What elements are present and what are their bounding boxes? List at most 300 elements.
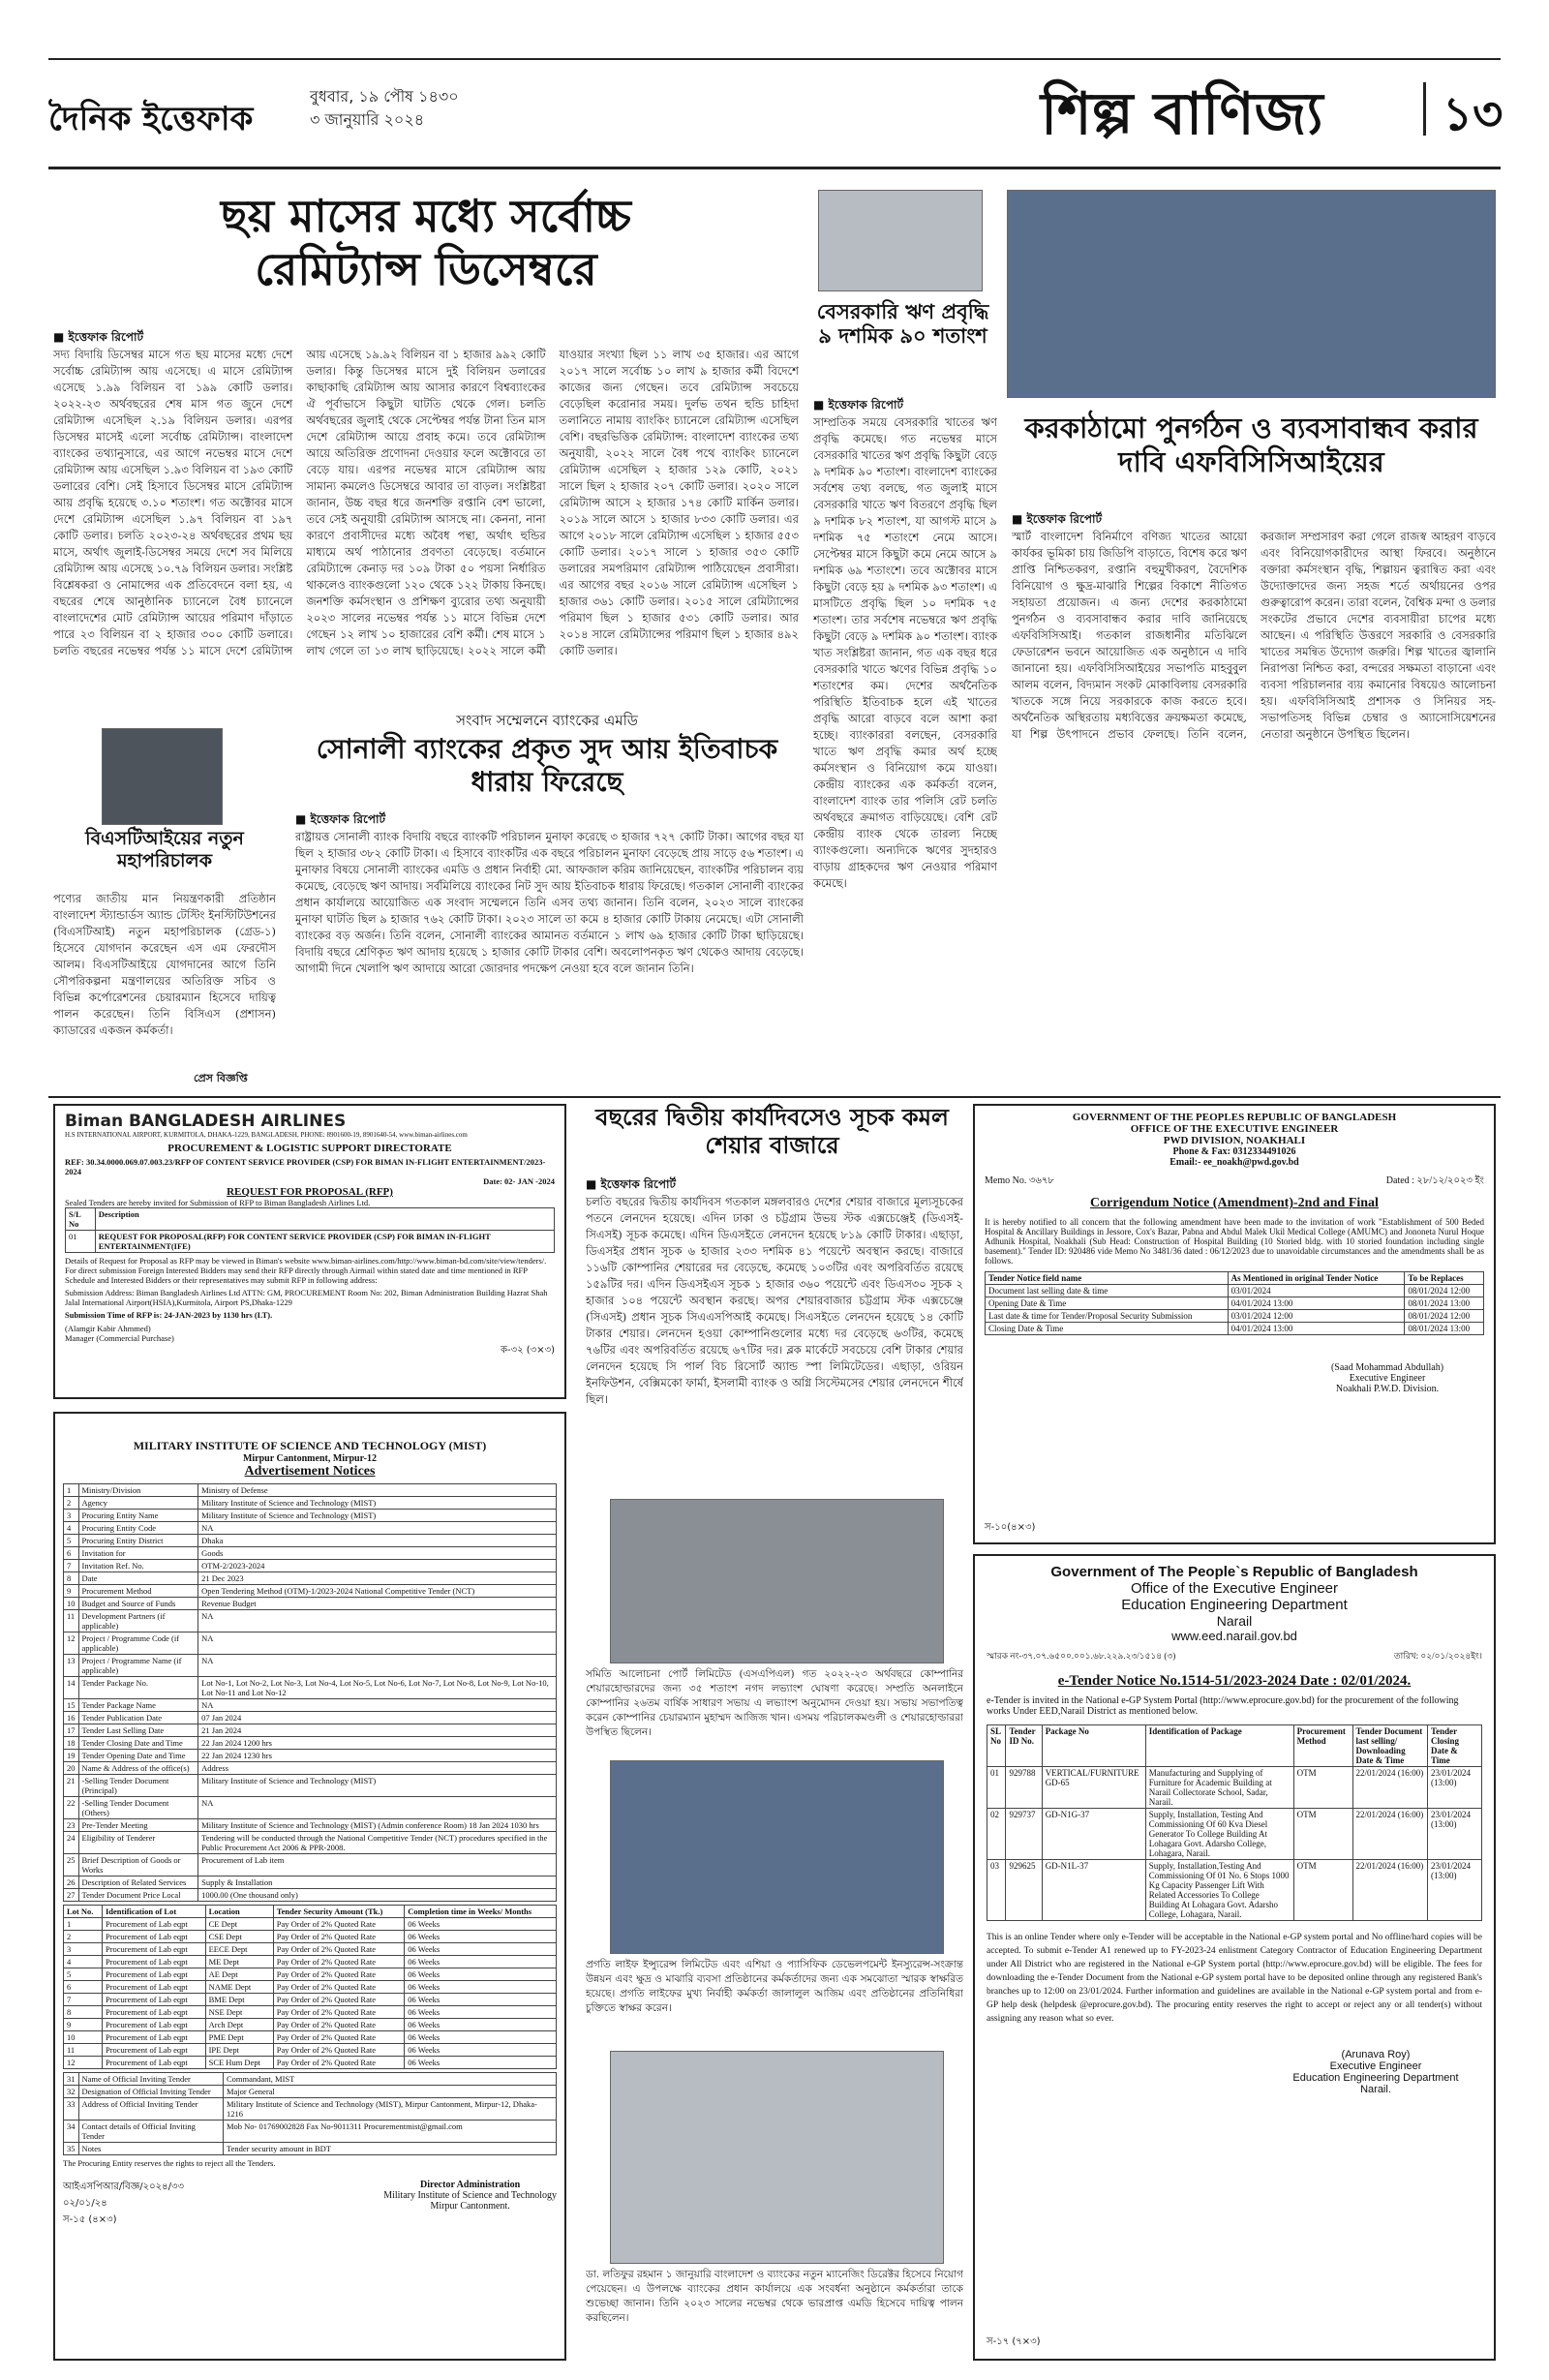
table-cell: 18 [64,1737,79,1750]
table-cell: Procurement of Lab eqpt [102,1968,205,1981]
table-cell: 06 Weeks [405,2006,557,2019]
pwd-division: PWD DIVISION, NOAKHALI [1163,1135,1306,1146]
table-cell: Pay Order of 2% Quoted Rate [273,2044,405,2057]
table-cell: VERTICAL/FURNITURE GD-65 [1042,1767,1145,1809]
biman-tender-ad [53,1104,566,1399]
table-cell: Procurement of Lab eqpt [102,1994,205,2006]
mist-lot-row [64,2019,557,2031]
table-cell: Supply & Installation [198,1877,557,1889]
table-cell: 21 Jan 2024 [198,1724,557,1737]
mist-lot-row [64,1931,557,1943]
table-cell: 33 [64,2098,79,2121]
table-cell: 06 Weeks [405,2044,557,2057]
sonali-body: রাষ্ট্রায়ত্ত সোনালী ব্যাংক বিদায়ি বছরে ব্যাংকটি পরিচালন মুনাফা করেছে ৩ হাজার ৭২৭ কোটি টাকা। আগের বছর যা ছিল ২ হাজার ৩৮২ কোটি টাকা। এ হিসাবে ব্যাংকটির এক বছরে পরিচালন মুনাফা বেড়েছে প্রায় সাড়ে ৫৬ শতাংশ। এ মুনাফার বিষয়ে সোনালী ব্যাংকের এমডি ও প্রধান নির্বাহী মো. আফজাল করিম জানিয়েছেন, ব্যাংকটির পরিচালন ব্যয় কমেছে, বেড়েছে ঋণ আদায়। সর্বমিলিয়ে ব্যাংকের নিট সুদ আয় ইতিবাচক ধারায় ফিরেছে। গতকাল সোনালী ব্যাংকের প্রধান কার্যালয়ে আয়োজিত এক সংবাদ সম্মেলনে তিনি এসব তথ্য জানান। তিনি বলেন, ২০২৩ সালে ব্যাংকের মুনাফা ঘাটতি ছিল ৯ হাজার ৭৬২ কোটি টাকা। ২০২৩ সালে তা কমে ৪ হাজার কোটি টাকায় নেমেছে। এটা সোনালী ব্যাংকের বড় অর্জন। তিনি বলেন, সোনালী ব্যাংকের আমানত বর্তমানে ১ লাখ ৬৯ হাজার কোটি টাকা ছাড়িয়েছে। বিদায়ি বছরে শ্রেণিকৃত ঋণ আদায় হয়েছে ১ হাজার কোটি টাকার বেশি। অবলোপনকৃত ঋণ থেকেও আদায় বেড়েছে। আগামী দিনে খেলাপি ঋণ আদায়ে আরো জোরদার পদক্ষেপ নেওয়া হবে বলে জানান তিনি। [295,830,804,975]
table-cell: NSE Dept [205,2006,273,2019]
bsti-headline: বিএসটিআইয়ের নতুন মহাপরিচালক [85,828,244,871]
table-cell: Pre-Tender Meeting [78,1819,198,1832]
table-cell: Military Institute of Science and Technology (MIST), Mirpur Cantonment, Mirpur-12, Dhaka-1216 [223,2098,556,2121]
pwd-signature [1291,1362,1484,1394]
table-cell: 07 Jan 2024 [198,1712,557,1724]
table-cell: 20 [64,1762,79,1775]
table-cell: 929737 [1006,1809,1042,1860]
table-cell: CSE Dept [205,1931,273,1943]
table-cell: 06 Weeks [405,1918,557,1931]
table-header-cell: Package No [1042,1725,1145,1767]
table-cell: GD-N1G-37 [1042,1809,1145,1860]
table-cell: GD-N1L-37 [1042,1860,1145,1921]
mist-tail-table [63,2072,557,2155]
table-cell: Procurement of Lab eqpt [102,2044,205,2057]
bank-loan-headline: বেসরকারি ঋণ প্রবৃদ্ধি ৯ দশমিক ৯০ শতাংশ [816,300,989,349]
table-cell: 21 Dec 2023 [198,1572,557,1585]
mist-signer: Director Administration [419,2180,521,2190]
table-cell: 06 Weeks [405,1994,557,2006]
table-cell: 1000.00 (One thousand only) [198,1889,557,1902]
table-cell: 08/01/2024 12:00 [1405,1310,1484,1323]
table-cell: 22/01/2024 (16:00) [1352,1860,1427,1921]
table-cell: 26 [64,1877,79,1889]
table-cell: 17 [64,1724,79,1737]
mist-lot-row [64,1943,557,1956]
table-cell: Procurement of Lab eqpt [102,2006,205,2019]
table-cell: 03 [987,1860,1006,1921]
table-cell: NA [198,1797,557,1819]
biman-signer: (Alamgir Kabir Ahmmed) [65,1324,151,1333]
table-cell: 12 [64,1632,79,1655]
mist-lot-row [64,2057,557,2069]
top-rule [48,58,1501,60]
table-cell: 11 [64,2044,103,2057]
table-cell: 9 [64,1585,79,1598]
table-cell: Agency [78,1497,198,1510]
table-cell: 19 [64,1750,79,1762]
mist-lot-row [64,1918,557,1931]
table-cell: Open Tendering Method (OTM)-1/2023-2024 National Competitive Tender (NCT) [198,1585,557,1598]
fbcci-byline: ■ ইত্তেফাক রিপোর্ট [1012,512,1103,526]
table-cell: Mob No- 01769002828 Fax No-9011311 Procurementmist@gmail.com [223,2121,556,2143]
table-cell: OTM [1293,1767,1352,1809]
table-cell: Procurement of Lab eqpt [102,1918,205,1931]
table-header-cell: Identification of Package [1145,1725,1293,1767]
pwd-gov: GOVERNMENT OF THE PEOPLES REPUBLIC OF BANGLADESH [1072,1112,1397,1123]
table-cell: 24 [64,1832,79,1854]
eed-signer-place: Narail. [1360,2084,1391,2095]
fbcci-body: স্মার্ট বাংলাদেশ বিনির্মাণে বণিজ্য খাতের আয়ো কার্যকর ভূমিকা চায় জিডিপি বাড়াতে, বিশেষ করে ঋণ প্রাপ্তি নিশ্চিতকরণ, রপ্তানি বহুমুখীকরণ, বৈদেশিক বিনিয়োগ ও ক্ষুদ্র-মাঝারি শিল্পের বিকাশে নীতিগত সহায়তা প্রয়োজন। এ জন্য দেশের করকাঠামো পুনর্গঠন ও ব্যবসাবান্ধব করার দাবি জানিয়েছে এফবিসিসিআই। গতকাল রাজধানীর মতিঝিলে ফেডারেশন ভবনে আয়োজিত এক অনুষ্ঠানে এ দাবি জানানো হয়। এফবিসিসিআইয়ের সভাপতি মাহবুবুল আলম বলেন, বিদ্যমান সংকট মোকাবিলায় বেসরকারি খাতকে সঙ্গে নিয়ে সরকারকে কাজ করতে হবে। অর্থনৈতিক অস্থিরতায় মধ্যবিত্তের ক্রয়ক্ষমতা কমেছে, যা শিল্প উৎপাদনে প্রভাব ফেলছে। তিনি বলেন, করজাল সম্প্রসারণ করা গেলে রাজস্ব আহরণ বাড়বে এবং বিনিয়োগকারীদের আস্থা ফিরবে। অনুষ্ঠানে বক্তারা কর্মসংস্থান বৃদ্ধি, শিল্পায়ন ত্বরান্বিত করা এবং উদ্যোক্তাদের জন্য সহজ শর্তে অর্থায়নের ওপর গুরুত্বারোপ করেন। তারা বলেন, বৈশ্বিক মন্দা ও ডলার সংকটের প্রভাবে দেশের ব্যবসায়ীরা চাপের মধ্যে আছেন। এ পরিস্থিতি উত্তরণে সরকারি ও বেসরকারি খাতের সমন্বিত উদ্যোগ জরুরি। শিল্প খাতের জ্বালানি নিরাপত্তা নিশ্চিত করা, বন্দরের সক্ষমতা বাড়ানো এবং ব্যবসা পরিচালনার ব্যয় কমানোর বিষয়েও আলোচনা হয়। এফবিসিসিআই প্রশাসক ও সিনিয়র সহ-সভাপতিসহ বিভিন্ন চেম্বার ও অ্যাসোসিয়েশনের নেতারা অনুষ্ঠানে উপস্থিত ছিলেন। [1012,530,1496,741]
sonali-headline: সোনালী ব্যাংকের প্রকৃত সুদ আয় ইতিবাচক ধারায় ফিরেছে [316,733,778,798]
mist-tail-row [64,2098,557,2121]
mist-lot-row [64,1994,557,2006]
table-cell: Last date & time for Tender/Proposal Security Submission [986,1310,1229,1323]
table-cell: OTM [1293,1860,1352,1921]
table-cell: Pay Order of 2% Quoted Rate [273,1956,405,1968]
mist-lot-row [64,2044,557,2057]
table-cell: 22 [64,1797,79,1819]
table-cell: AE Dept [205,1968,273,1981]
table-cell: NA [198,1699,557,1712]
table-cell: NAME Dept [205,1981,273,1994]
table-cell: 35 [64,2143,79,2155]
table-cell: 14 [64,1677,79,1699]
table-cell: Supply, Installation, Testing And Commissioning Of 60 Kva Diesel Generator To College Building At Lohagara Govt. Adarsho College, Lohagara, Narail. [1145,1809,1293,1860]
mist-table-row [64,1877,557,1889]
bsti-dg-photo [102,728,223,825]
pwd-memo: Memo No. ৩৬৭৮ [985,1175,1054,1186]
pwd-table-row [986,1310,1484,1323]
mou-caption: প্রগতি লাইফ ইন্স্যুরেন্স লিমিটেড এবং এশিয়া ও প্যাসিফিক ডেভেলপমেন্ট ইনস্যুরেন্স-সংক্রান্ত উন্নয়ন এবং ক্ষুদ্র ও মাঝারি ব্যবসা প্রতিষ্ঠানের কর্মকর্তাদের জন্য এক সমঝোতা স্মারক স্বাক্ষরিত হয়েছে। প্রগতি লাইফের মুখ্য নির্বাহী কর্মকর্তা জালালুল আজিম এবং প্রতিষ্ঠানের প্রতিনিধিরা চুক্তিতে স্বাক্ষর করেন। [586,1959,963,2014]
table-header-cell: Tender Notice field name [986,1272,1229,1285]
mist-table-row [64,1632,557,1655]
masthead-rule [48,167,1501,169]
table-cell: 4 [64,1522,79,1535]
newspaper-logo: দৈনিক ইত্তেফাক [48,99,254,138]
eed-dept: Education Engineering Department [1121,1597,1348,1613]
table-cell: Arch Dept [205,2019,273,2031]
table-header-cell: SL No [987,1725,1006,1767]
table-cell: 34 [64,2121,79,2143]
table-cell: 06 Weeks [405,2057,557,2069]
table-cell: 5 [64,1968,103,1981]
pwd-signer: (Saad Mohammad Abdullah) [1330,1362,1444,1373]
table-cell: Supply, Installation,Testing And Commissioning Of 01 No. 6 Stops 1000 Kg Capacity Passenger Lift With Related Accessories To College Building At Lohagara Govt. Adarsho College, Lohagara, Narail. [1145,1860,1293,1921]
table-cell: Address [198,1762,557,1775]
sonali-byline: ■ ইত্তেফাক রিপোর্ট [295,812,386,826]
biman-item-no: 01 [66,1231,96,1253]
mist-table-row [64,1484,557,1497]
table-cell: 02 [987,1809,1006,1860]
mist-table-row [64,1832,557,1854]
table-cell: CE Dept [205,1918,273,1931]
pwd-signer-div: Noakhali P.W.D. Division. [1335,1384,1440,1394]
table-cell: Document last selling date & time [986,1285,1229,1297]
table-cell: Pay Order of 2% Quoted Rate [273,1918,405,1931]
mist-table-row [64,1889,557,1902]
table-cell: Military Institute of Science and Technology (MIST) [198,1497,557,1510]
table-cell: 16 [64,1712,79,1724]
mist-table-row [64,1655,557,1677]
table-cell: Procurement of Lab item [198,1854,557,1877]
table-cell: 06 Weeks [405,1981,557,1994]
table-cell: 06 Weeks [405,2031,557,2044]
agm-caption: সমিতি আলোচনা পোর্ট লিমিটেড (এসএপিএল) গত ২০২২-২৩ অর্থবছরে কোম্পানির শেয়ারহোল্ডারদের জন্য ৩৫ শতাংশ নগদ লভ্যাংশ ঘোষণা করেছে। সম্প্রতি অনলাইনে কোম্পানির ২৬তম বার্ষিক সাধারণ সভায় এ লভ্যাংশ অনুমোদন দেওয়া হয়। সভায় সভাপতিত্ব করেন কোম্পানির চেয়ারম্যান মুহাম্মদ আজিজ খান। এসময় পরিচালকমণ্ডলী ও শেয়ারহোল্ডাররা উপস্থিত ছিলেন। [586,1668,963,1738]
table-cell: Pay Order of 2% Quoted Rate [273,2019,405,2031]
pwd-title: Corrigendum Notice (Amendment)-2nd and Final [1090,1196,1379,1210]
mou-photo [610,1760,944,1954]
table-cell: Tender Package Name [78,1699,198,1712]
table-cell: 22 Jan 2024 1200 hrs [198,1737,557,1750]
pwd-phone: Phone & Fax: 0312334491026 [1172,1146,1296,1157]
table-cell: NA [198,1610,557,1632]
mist-table-row [64,1547,557,1560]
table-cell: 08/01/2024 12:00 [1405,1285,1484,1297]
table-cell: 25 [64,1854,79,1877]
pwd-office: OFFICE OF THE EXECUTIVE ENGINEER [1130,1123,1339,1135]
table-cell: 23/01/2024 (13:00) [1427,1767,1481,1809]
date-bangla: বুধবার, ১৯ পৌষ ১৪৩০ [310,87,459,106]
mist-signer-place: Mirpur Cantonment. [430,2201,510,2212]
mist-table [63,1483,557,1902]
table-header-cell: Lot No. [64,1906,103,1918]
money-photo [818,190,983,291]
pwd-signer-title: Executive Engineer [1349,1373,1426,1384]
mist-table-row [64,1854,557,1877]
table-cell: 22/01/2024 (16:00) [1352,1767,1427,1809]
table-cell: Procuring Entity Code [78,1522,198,1535]
mist-tail-row [64,2121,557,2143]
table-cell: Lot No-1, Lot No-2, Lot No-3, Lot No-4, Lot No-5, Lot No-6, Lot No-7, Lot No-8, Lot No-9, Lot No-10, Lot No-11 and Lot No-12 [198,1677,557,1699]
table-cell: 04/01/2024 13:00 [1228,1297,1405,1310]
table-cell: Tender Closing Date and Time [78,1737,198,1750]
eed-memo-date: তারিখ: ০২/০১/২০২৪ইং। [1393,1651,1482,1661]
table-cell: 23/01/2024 (13:00) [1427,1809,1481,1860]
fold-rule [48,1096,1501,1098]
date-gregorian: ৩ জানুয়ারি ২০২৪ [310,110,425,129]
table-cell: Procurement Method [78,1585,198,1598]
table-cell: NA [198,1632,557,1655]
table-cell: NA [198,1522,557,1535]
table-cell: Military Institute of Science and Technology (MIST) (Admin conference Room) 18 Jan 2024 1030 hrs [198,1819,557,1832]
mist-table-row [64,1737,557,1750]
eed-web: www.eed.narail.gov.bd [1171,1629,1297,1643]
pwd-memo-date: Dated : ২৮/১২/২০২৩ ইং [1385,1175,1484,1186]
mist-place: Mirpur Cantonment, Mirpur-12 [242,1453,378,1464]
mist-tender-ad [53,1412,566,2361]
table-cell: 12 [64,2057,103,2069]
biman-rfp-title: REQUEST FOR PROPOSAL (RFP) [227,1186,393,1198]
table-cell: Revenue Budget [198,1598,557,1610]
mist-lots-table [63,1905,557,2069]
biman-address: H.S INTERNATIONAL AIRPORT, KURMITOLA, DHAKA-1229, BANGLADESH, PHONE: 8901600-19, 8901640-54, www.biman-airlines.com [65,1131,468,1139]
table-header-cell: Procurement Method [1293,1725,1352,1767]
table-cell: 04/01/2024 13:00 [1228,1323,1405,1335]
table-cell: NA [198,1655,557,1677]
table-cell: 13 [64,1655,79,1677]
table-cell: Dhaka [198,1535,557,1547]
biman-logo: Biman BANGLADESH AIRLINES [65,1112,347,1131]
table-cell: Address of Official Inviting Tender [78,2098,223,2121]
table-cell: 8 [64,1572,79,1585]
table-cell: 08/01/2024 13:00 [1405,1297,1484,1310]
mist-notice-title: Advertisement Notices [244,1464,376,1479]
eed-gov: Government of The People`s Republic of Bangladesh [1050,1564,1418,1580]
table-cell: 3 [64,1943,103,1956]
table-header-cell: Identification of Lot [102,1906,205,1918]
table-cell: Procurement of Lab eqpt [102,1981,205,1994]
table-cell: 11 [64,1610,79,1632]
table-cell: 06 Weeks [405,2019,557,2031]
mist-table-row [64,1699,557,1712]
fbcci-headline: করকাঠামো পুনর্গঠন ও ব্যবসাবান্ধব করার দাবি এফবিসিসিআইয়ের [1024,412,1478,478]
eed-table [987,1724,1482,1921]
table-cell: 7 [64,1994,103,2006]
table-cell: Procurement of Lab eqpt [102,1956,205,1968]
table-cell: 03/01/2024 [1228,1285,1405,1297]
table-cell: Tendering will be conducted through the National Competitive Tender (NCT) procedures specified in the Public Procurement Act 2006 & PPR-2008. [198,1832,557,1854]
mist-table-row [64,1560,557,1572]
table-cell: Name & Address of the office(s) [78,1762,198,1775]
table-cell: 06 Weeks [405,1931,557,1943]
table-cell: Designation of Official Inviting Tender [78,2086,223,2098]
table-cell: 929788 [1006,1767,1042,1809]
pwd-body: It is hereby notified to all concern that the following amendment have been made to the invitation of work "Establishment of 500 Beded Hospital & Ancillary Buildings in Jessore, Cox's Bazar, Pabna and Abdul Malek Ukil Medical College (AMUMC) and Jononeta Nurul Hoque Adhunik Hospital, Noakhali (Sub Head: Construction of Hospital Building (10 Storied bldg. with 10 storied foundation including single basement)." Tender ID: 920486 vide Memo No 3481/36 dated : 06/12/2023 due to unavoidable circumstances and the amendments shall be as follows. [985,1217,1484,1266]
table-cell: 9 [64,2019,103,2031]
mist-signer-org: Military Institute of Science and Technology [383,2190,557,2201]
table-cell: PME Dept [205,2031,273,2044]
mist-table-row [64,1572,557,1585]
mist-table-row [64,1762,557,1775]
eed-table-row [987,1809,1482,1860]
table-cell: 8 [64,2006,103,2019]
table-cell: Pay Order of 2% Quoted Rate [273,1994,405,2006]
bank-loan-byline: ■ ইত্তেফাক রিপোর্ট [813,398,904,412]
table-header-cell: Location [205,1906,273,1918]
lead-headline-line-2: রেমিট্যান্স ডিসেম্বরে [255,243,597,296]
mist-table-row [64,1819,557,1832]
bsti-body: পণ্যের জাতীয় মান নিয়ন্ত্রণকারী প্রতিষ্ঠান বাংলাদেশ স্ট্যান্ডার্ডস অ্যান্ড টেস্টিং ইনস্টিটিউশনের (বিএসটিআই) নতুন মহাপরিচালক (গ্রেড-১) হিসেবে যোগদান করেছেন এস এম ফেরদৌস আলম। বিএসটিআইয়ে যোগদানের আগে তিনি সৌপরিকল্পনা মন্ত্রণালয়ের অতিরিক্ত সচিব ও বিভিন্ন কর্পোরেশনের চেয়ারম্যান হিসেবে দায়িত্ব পালন করেছেন। তিনি বিসিএস (প্রশাসন) ক্যাডারের একজন কর্মকর্তা। [53,892,276,1037]
table-header-cell: Tender Security Amount (Tk.) [273,1906,405,1918]
table-cell: Notes [78,2143,223,2155]
table-cell: 6 [64,1547,79,1560]
table-cell: Major General [223,2086,556,2098]
table-cell: IPE Dept [205,2044,273,2057]
table-cell: 2 [64,1497,79,1510]
table-cell: Invitation for [78,1547,198,1560]
mist-table-row [64,1712,557,1724]
table-cell: Pay Order of 2% Quoted Rate [273,2006,405,2019]
biman-table [65,1207,555,1253]
table-cell: Pay Order of 2% Quoted Rate [273,1943,405,1956]
table-header-cell: Completion time in Weeks/ Months [405,1906,557,1918]
table-cell: Manufacturing and Supplying of Furniture for Academic Building at Narail Collectorate School, Sadar, Narail. [1145,1767,1293,1809]
biman-deadline: Submission Time of RFP is: 24-JAN-2023 by 1130 hrs (LT). [65,1310,273,1320]
bank-loan-body: সাম্প্রতিক সময়ে বেসরকারি খাতের ঋণ প্রবৃদ্ধি কমেছে। গত নভেম্বর মাসে বেসরকারি খাতের ঋণ প্রবৃদ্ধি কিছুটা বেড়ে ৯ দশমিক ৯০ শতাংশ। বাংলাদেশ ব্যাংকের সর্বশেষ তথ্য বলছে, গত জুলাই মাসে বেসরকারি খাতে ঋণ বিতরণে প্রবৃদ্ধি ছিল ৯ দশমিক ৮২ শতাংশ, যা আগস্ট মাসে ৯ দশমিক ৭৫ শতাংশে নেমে আসে। সেপ্টেম্বর মাসে কিছুটা কমে নেমে আসে ৯ দশমিক ৬৯ শতাংশে। তবে অক্টোবর মাসে কিছুটা বেড়ে হয় ৯ দশমিক ৯৩ শতাংশ। এ মাসটিতে প্রবৃদ্ধি ছিল ১০ দশমিক ৭৫ শতাংশ। তার সর্বশেষ নভেম্বরে ঋণ প্রবৃদ্ধি কিছুটা বেড়ে ৯ দশমিক ৯০ শতাংশ। ব্যাংক খাত সংশ্লিষ্টরা জানান, গত এক বছর ধরে বেসরকারি খাতে ঋণের বিভিন্ন প্রবৃদ্ধি ১০ শতাংশের কম। দেশের অর্থনৈতিক পরিস্থিতি ইতিবাচক হলে এই খাতের প্রবৃদ্ধি আরো বাড়বে বলে আশা করা হচ্ছে। ব্যাংকাররা বলছেন, বেসরকারি খাতে ঋণ প্রবৃদ্ধি কমার অর্থ হচ্ছে কর্মসংস্থান ও বিনিয়োগ কমে যাওয়া। কেন্দ্রীয় ব্যাংকের এক কর্মকর্তা বলেন, বাংলাদেশ ব্যাংক তার পলিসি রেট চলতি অর্থবছরে ক্রমাগত বাড়িয়েছে। বেশি রেট কেন্দ্রীয় ব্যাংক থেকে তারল্য নিচ্ছে ব্যাংকগুলো। অন্যদিকে ঋণের সুদহারও বাড়ায় গ্রাহকদের ঋণ নেওয়ার পরিমাণ কমেছে। [813,415,997,890]
mist-table-row [64,1750,557,1762]
biman-dept: PROCUREMENT & LOGISTIC SUPPORT DIRECTORATE [167,1143,452,1154]
section-title: শিল্প বাণিজ্য [1041,80,1323,148]
table-cell: Ministry of Defense [198,1484,557,1497]
table-cell: Procurement of Lab eqpt [102,2019,205,2031]
table-cell: 06 Weeks [405,1956,557,1968]
mist-table-row [64,1585,557,1598]
md-caption: ডা. লতিফুর রহমান ১ জানুয়ারি বাংলাদেশ ও ব্যাংকের নতুন ম্যানেজিং ডিরেক্টর হিসেবে নিয়োগ পেয়েছেন। এ উপলক্ষে ব্যাংকের প্রধান কার্যালয়ে এক সংবর্ধনা অনুষ্ঠানে কর্মকর্তারা তাকে শুভেচ্ছা জানান। তিনি ২০২৩ সালের নভেম্বর থেকে ভারপ্রাপ্ত এমডি হিসেবে দায়িত্ব পালন করছিলেন। [586,2269,963,2324]
sonali-kicker: সংবাদ সম্মেলনে ব্যাংকের এমডি [456,712,638,729]
mist-table-row [64,1535,557,1547]
table-cell: Eligibility of Tenderer [78,1832,198,1854]
table-cell: Procuring Entity Name [78,1510,198,1522]
table-cell: ME Dept [205,1956,273,1968]
mist-table-row [64,1797,557,1819]
biman-signer-title: Manager (Commercial Purchase) [65,1333,174,1343]
table-cell: Tender Document Price Local [78,1889,198,1902]
table-cell: -Selling Tender Document (Others) [78,1797,198,1819]
biman-date: Date: 02- JAN -2024 [483,1176,555,1186]
eed-table-row [987,1860,1482,1921]
agm-photo [610,1499,944,1663]
table-cell: Tender Last Selling Date [78,1724,198,1737]
mist-lot-row [64,2031,557,2044]
eed-signature [1269,2049,1482,2095]
biman-details: Details of Request for Proposal as RFP may be viewed in Biman's website www.biman-airlines.com/http://www.biman-bd.com/site/view/tenders/. For direct submission Foreign Interested Bidders may send their RFP directly through Airmail within stated date and time mentioned in RFP Schedule and Interested Bidders or their representatives may submit RFP in following address: [65,1256,547,1285]
table-header-cell: To be Replaces [1405,1272,1484,1285]
mist-table-row [64,1775,557,1797]
table-cell: 01 [987,1767,1006,1809]
md-reception-photo [610,2051,944,2264]
mist-ref-no: আইএসপিআর/বিজ্ঞ/২০২৪/৩৩ [63,2182,184,2192]
table-cell: Commandant, MIST [223,2073,556,2086]
mist-lot-row [64,1981,557,1994]
table-cell: 31 [64,2073,79,2086]
biman-code: ক-৩২ (৩×৩) [501,1345,555,1356]
table-cell: Ministry/Division [78,1484,198,1497]
table-cell: 08/01/2024 13:00 [1405,1323,1484,1335]
table-cell: Pay Order of 2% Quoted Rate [273,1931,405,1943]
eed-table-row [987,1767,1482,1809]
mist-table-row [64,1724,557,1737]
table-cell: SCE Hum Dept [205,2057,273,2069]
eed-intro: e-Tender is invited in the National e-GP System Portal (http://www.eprocure.gov.bd) for the procurement of the following works Under EED,Narail District as mentioned below. [987,1695,1459,1717]
table-cell: Procuring Entity District [78,1535,198,1547]
eed-signer-title: Executive Engineer [1329,2060,1422,2072]
mist-lot-row [64,1956,557,1968]
table-cell: 06 Weeks [405,1943,557,1956]
table-cell: EECE Dept [205,1943,273,1956]
biman-submission-address: Submission Address: Biman Bangladesh Airlines Ltd ATTN: GM, PROCUREMENT Room No: 202, Biman Administration Building Hazrat Shah Jalal International Airport(HSIA),Kurmitola, Airport PS,Dhaka-1229 [65,1288,548,1307]
mist-tail-row [64,2086,557,2098]
table-cell: Budget and Source of Funds [78,1598,198,1610]
table-cell: 22/01/2024 (16:00) [1352,1809,1427,1860]
table-cell: Tender Opening Date and Time [78,1750,198,1762]
lead-byline: ■ ইত্তেফাক রিপোর্ট [53,330,144,344]
table-cell: BME Dept [205,1994,273,2006]
table-cell: 3 [64,1510,79,1522]
table-cell: Closing Date & Time [986,1323,1229,1335]
table-cell: Pay Order of 2% Quoted Rate [273,1968,405,1981]
table-cell: Procurement of Lab eqpt [102,1931,205,1943]
table-cell: Pay Order of 2% Quoted Rate [273,2031,405,2044]
eed-signer: (Arunava Roy) [1341,2049,1411,2060]
pwd-table-row [986,1285,1484,1297]
biman-item: REQUEST FOR PROPOSAL(RFP) FOR CONTENT SERVICE PROVIDER (CSP) FOR BIMAN IN-FLIGHT ENTERTAINMENT(IFE) [95,1231,554,1253]
biman-ref: REF: 30.34.0000.069.07.003.23/RFP OF CONTENT SERVICE PROVIDER (CSP) FOR BIMAN IN-FLIGHT ENTERTAINMENT/2023-2024 [65,1157,546,1176]
table-cell: 10 [64,2031,103,2044]
table-cell: Tender Publication Date [78,1712,198,1724]
lead-headline [48,190,804,296]
table-cell: 1 [64,1484,79,1497]
pwd-table-row [986,1297,1484,1310]
page-number: ১৩ [1443,87,1503,141]
table-cell: Development Partners (if applicable) [78,1610,198,1632]
pwd-table [985,1271,1484,1335]
table-cell: Military Institute of Science and Technology (MIST) [198,1510,557,1522]
table-cell: 23 [64,1819,79,1832]
table-cell: 7 [64,1560,79,1572]
table-cell: Goods [198,1547,557,1560]
table-cell: Military Institute of Science and Technology (MIST) [198,1775,557,1797]
biman-intro: Sealed Tenders are hereby invited for Submission of RFP to Biman Bangladesh Airlines Ltd. [65,1198,371,1207]
table-cell: 22 Jan 2024 1230 hrs [198,1750,557,1762]
table-cell: 2 [64,1931,103,1943]
table-cell: Date [78,1572,198,1585]
table-cell: 6 [64,1981,103,1994]
table-cell: 23/01/2024 (13:00) [1427,1860,1481,1921]
table-cell: Procurement of Lab eqpt [102,1943,205,1956]
mist-signature [383,2180,557,2212]
dateline [310,85,459,132]
table-cell: Invitation Ref. No. [78,1560,198,1572]
table-cell: -Selling Tender Document (Principal) [78,1775,198,1797]
page-number-divider [1423,82,1426,136]
table-cell: 21 [64,1775,79,1797]
mist-table-row [64,1522,557,1535]
